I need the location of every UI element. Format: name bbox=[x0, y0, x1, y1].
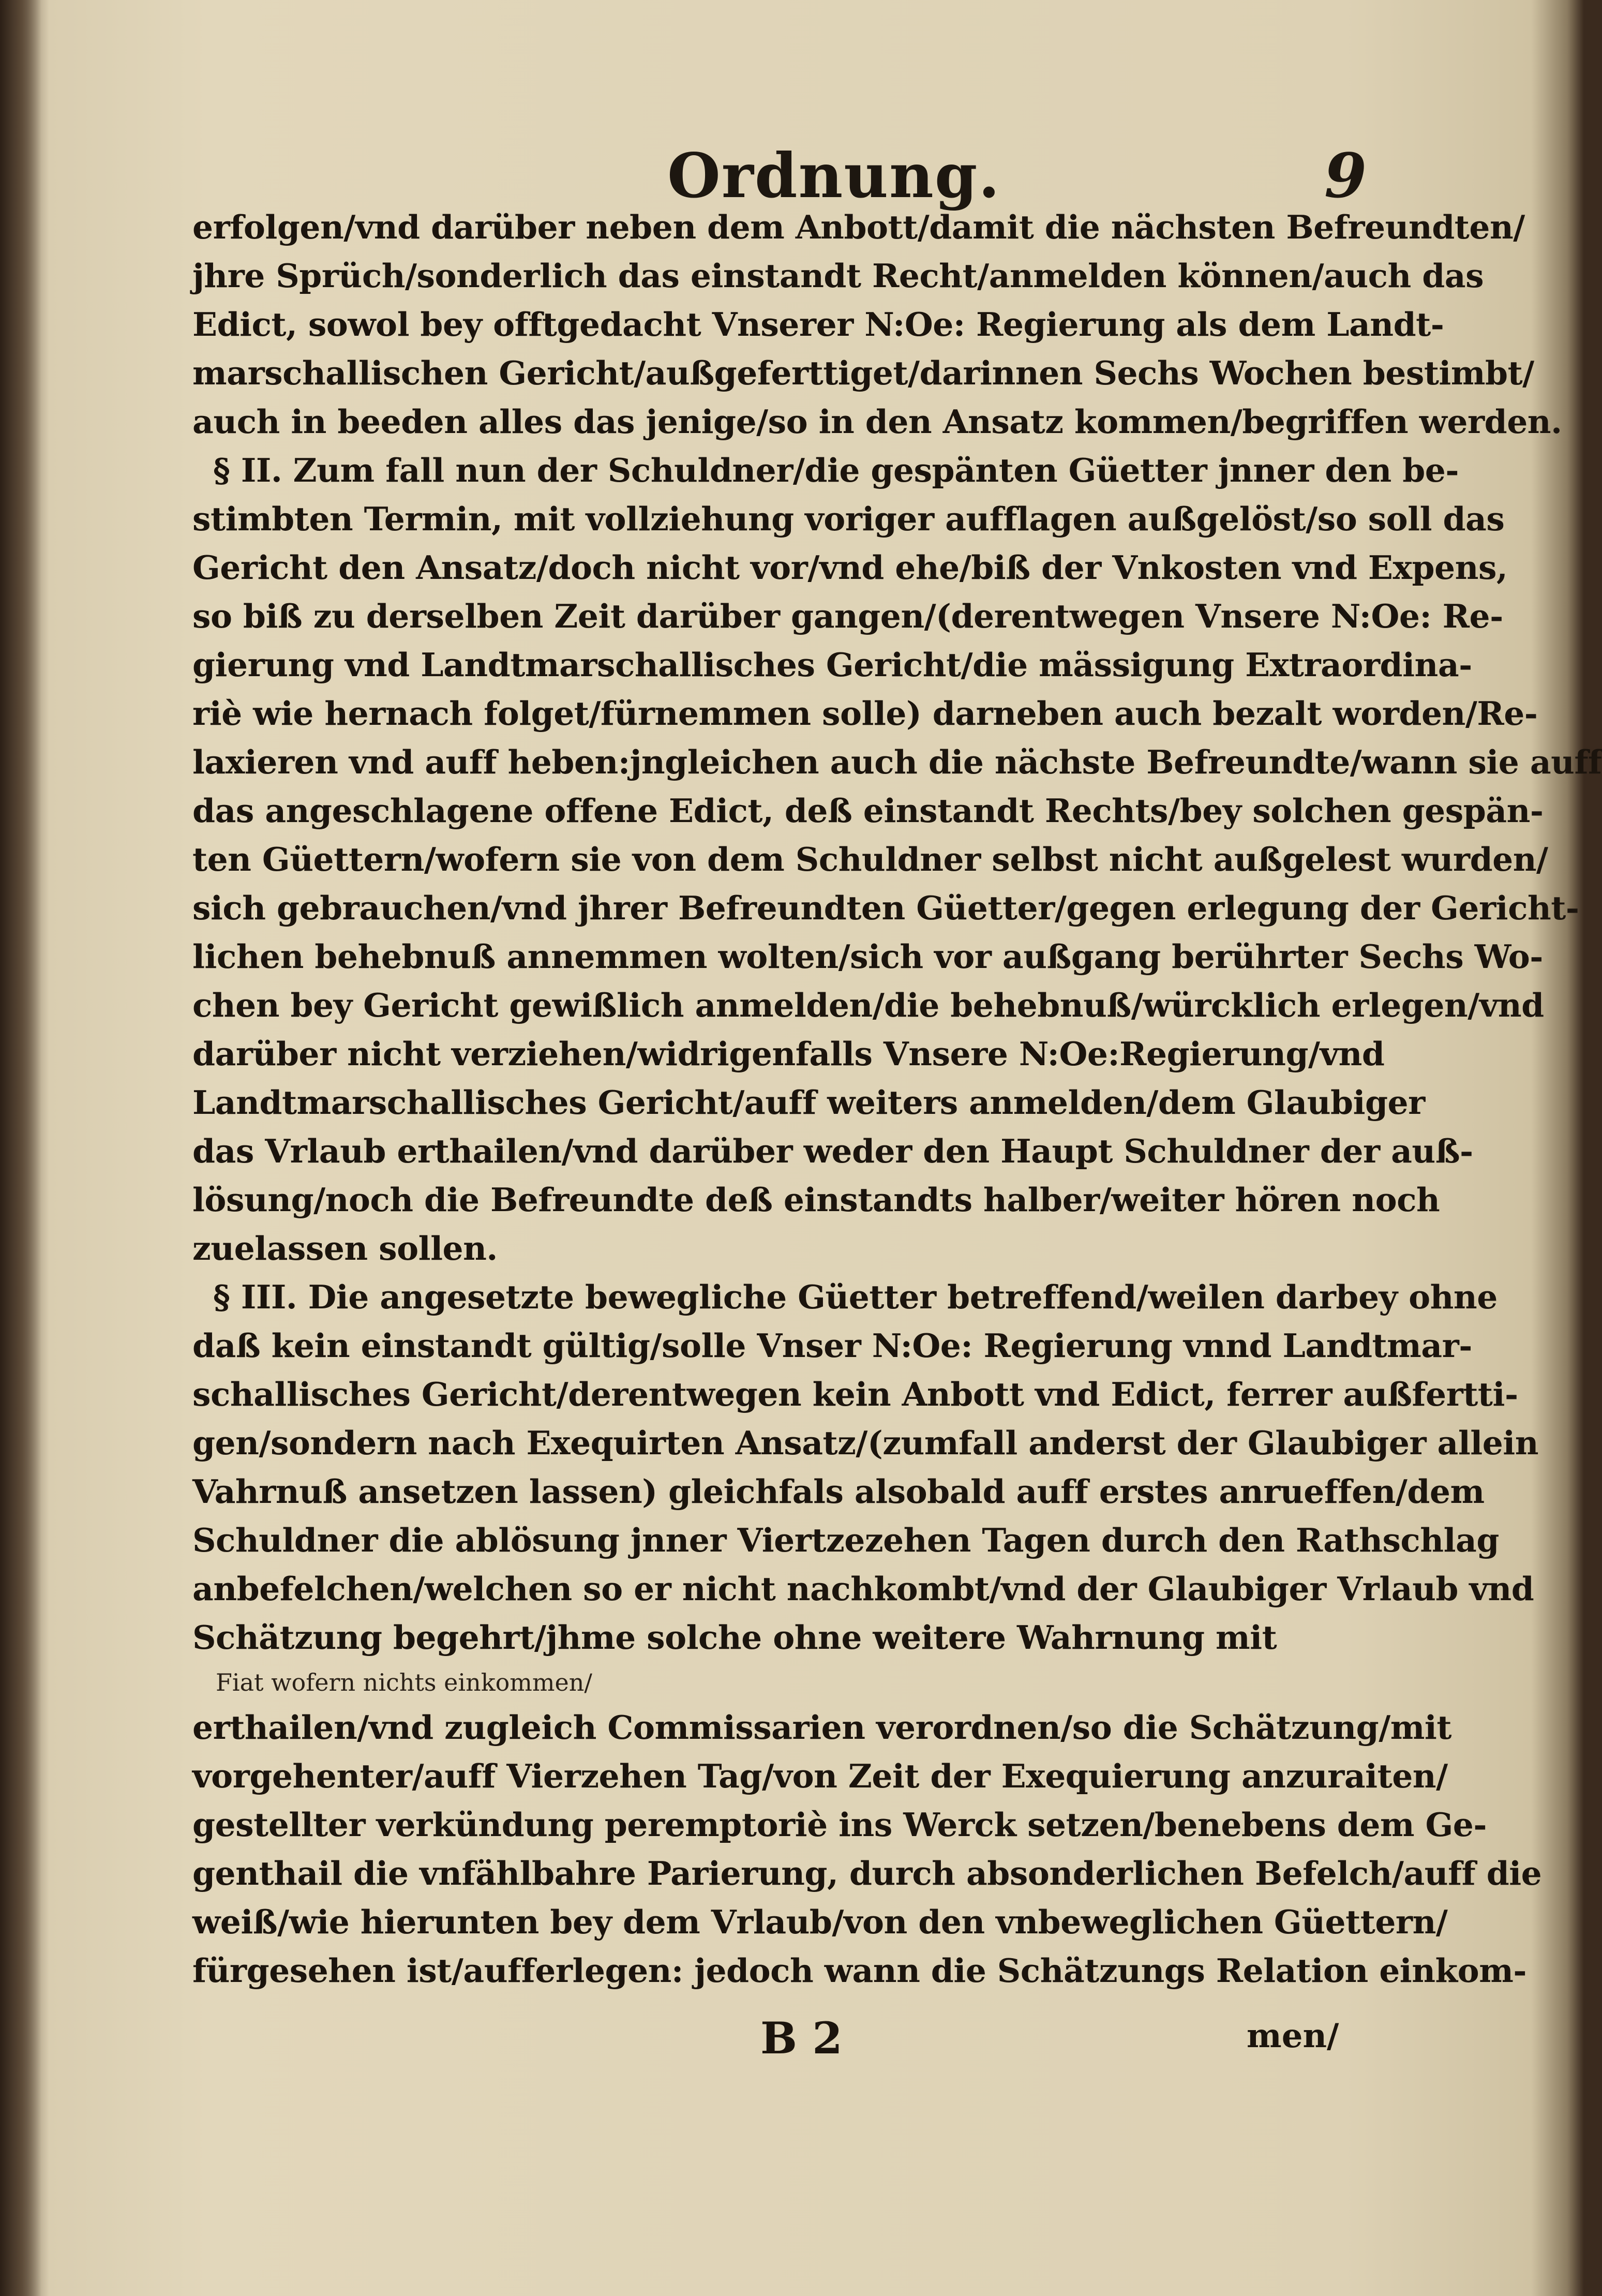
text-line: lichen behebnuß annemmen wolten/sich vor außgang berührter Sechs Wo- bbox=[192, 937, 1543, 976]
text-line: erthailen/vnd zugleich Commissarien verordnen/so die Schätzung/mit bbox=[192, 1708, 1451, 1747]
text-line: gestellter verkündung peremptoriè ins Werck setzen/benebens dem Ge- bbox=[192, 1806, 1487, 1844]
text-line: weiß/wie hierunten bey dem Vrlaub/von den vnbeweglichen Güettern/ bbox=[192, 1903, 1448, 1941]
text-line: vorgehenter/auff Vierzehen Tag/von Zeit der Exequierung anzuraiten/ bbox=[192, 1757, 1448, 1795]
text-line: genthail die vnfählbahre Parierung, durch absonderlichen Befelch/auff die bbox=[192, 1854, 1542, 1892]
text-line: anbefelchen/welchen so er nicht nachkombt/vnd der Glaubiger Vrlaub vnd bbox=[192, 1570, 1534, 1608]
text-line: Landtmarschallisches Gericht/auff weiters anmelden/dem Glaubiger bbox=[192, 1083, 1425, 1122]
text-block-main bbox=[192, 203, 1602, 1662]
text-line: stimbten Termin, mit vollziehung voriger aufflagen außgelöst/so soll das bbox=[192, 500, 1505, 538]
text-line: sich gebrauchen/vnd jhrer Befreundten Güetter/gegen erlegung der Gericht- bbox=[192, 889, 1579, 927]
text-line: schallisches Gericht/derentwegen kein Anbott vnd Edict, ferrer außfertti- bbox=[192, 1375, 1518, 1413]
page-number: 9 bbox=[1324, 140, 1367, 212]
text-line: Vahrnuß ansetzen lassen) gleichfals alsobald auff erstes anrueffen/dem bbox=[192, 1472, 1485, 1511]
text-line: Gericht den Ansatz/doch nicht vor/vnd ehe/biß der Vnkosten vnd Expens, bbox=[192, 548, 1508, 587]
text-line: so biß zu derselben Zeit darüber gangen/(derentwegen Vnsere N:Oe: Re- bbox=[192, 597, 1503, 635]
text-line: gierung vnd Landtmarschallisches Gericht/die mässigung Extraordina- bbox=[192, 646, 1472, 684]
text-line: § III. Die angesetzte bewegliche Güetter betreffend/weilen darbey ohne bbox=[213, 1278, 1498, 1316]
catchword: men/ bbox=[1247, 2017, 1339, 2055]
signature-mark: B 2 bbox=[760, 2012, 843, 2064]
text-line: laxieren vnd auff heben:jngleichen auch die nächste Befreundte/wann sie auff bbox=[192, 743, 1602, 781]
text-block-continuation bbox=[192, 1703, 1542, 1995]
page-gutter-shadow bbox=[0, 0, 41, 2296]
text-line: fürgesehen ist/aufferlegen: jedoch wann die Schätzungs Relation einkom- bbox=[192, 1951, 1526, 1990]
text-line: Schätzung begehrt/jhme solche ohne weitere Wahrnung mit bbox=[192, 1618, 1277, 1657]
text-line: darüber nicht verziehen/widrigenfalls Vnsere N:Oe:Regierung/vnd bbox=[192, 1035, 1385, 1073]
text-line: § II. Zum fall nun der Schuldner/die gespänten Güetter jnner den be- bbox=[213, 451, 1459, 489]
text-line: Edict, sowol bey offtgedacht Vnserer N:Oe: Regierung als dem Landt- bbox=[192, 305, 1444, 344]
text-line: Schuldner die ablösung jnner Viertzezehen Tagen durch den Rathschlag bbox=[192, 1521, 1499, 1559]
text-line: lösung/noch die Befreundte deß einstandts halber/weiter hören noch bbox=[192, 1181, 1440, 1219]
text-line: gen/sondern nach Exequirten Ansatz/(zumfall anderst der Glaubiger allein bbox=[192, 1424, 1539, 1462]
text-line: jhre Sprüch/sonderlich das einstandt Recht/anmelden können/auch das bbox=[192, 257, 1484, 295]
text-line: riè wie hernach folget/fürnemmen solle) darneben auch bezalt worden/Re- bbox=[192, 694, 1538, 733]
text-line: das Vrlaub erthailen/vnd darüber weder den Haupt Schuldner der auß- bbox=[192, 1132, 1473, 1170]
margin-note: Fiat wofern nichts einkommen/ bbox=[216, 1668, 592, 1696]
page-footer bbox=[0, 2012, 1584, 2069]
text-line: zuelassen sollen. bbox=[192, 1229, 498, 1268]
text-line: erfolgen/vnd darüber neben dem Anbott/damit die nächsten Befreundten/ bbox=[192, 208, 1525, 246]
text-line: daß kein einstandt gültig/solle Vnser N:Oe: Regierung vnnd Landtmar- bbox=[192, 1326, 1472, 1365]
page-header bbox=[0, 140, 1584, 212]
running-head: Ordnung. bbox=[667, 140, 1001, 212]
text-line: auch in beeden alles das jenige/so in den Ansatz kommen/begriffen werden. bbox=[192, 402, 1562, 441]
text-line: ten Güettern/wofern sie von dem Schuldner selbst nicht außgelest wurden/ bbox=[192, 840, 1548, 878]
text-line: das angeschlagene offene Edict, deß einstandt Rechts/bey solchen gespän- bbox=[192, 792, 1544, 830]
text-line: marschallischen Gericht/außgeferttiget/darinnen Sechs Wochen bestimbt/ bbox=[192, 354, 1534, 392]
text-line: chen bey Gericht gewißlich anmelden/die behebnuß/würcklich erlegen/vnd bbox=[192, 986, 1544, 1024]
body-text bbox=[192, 203, 1602, 1995]
